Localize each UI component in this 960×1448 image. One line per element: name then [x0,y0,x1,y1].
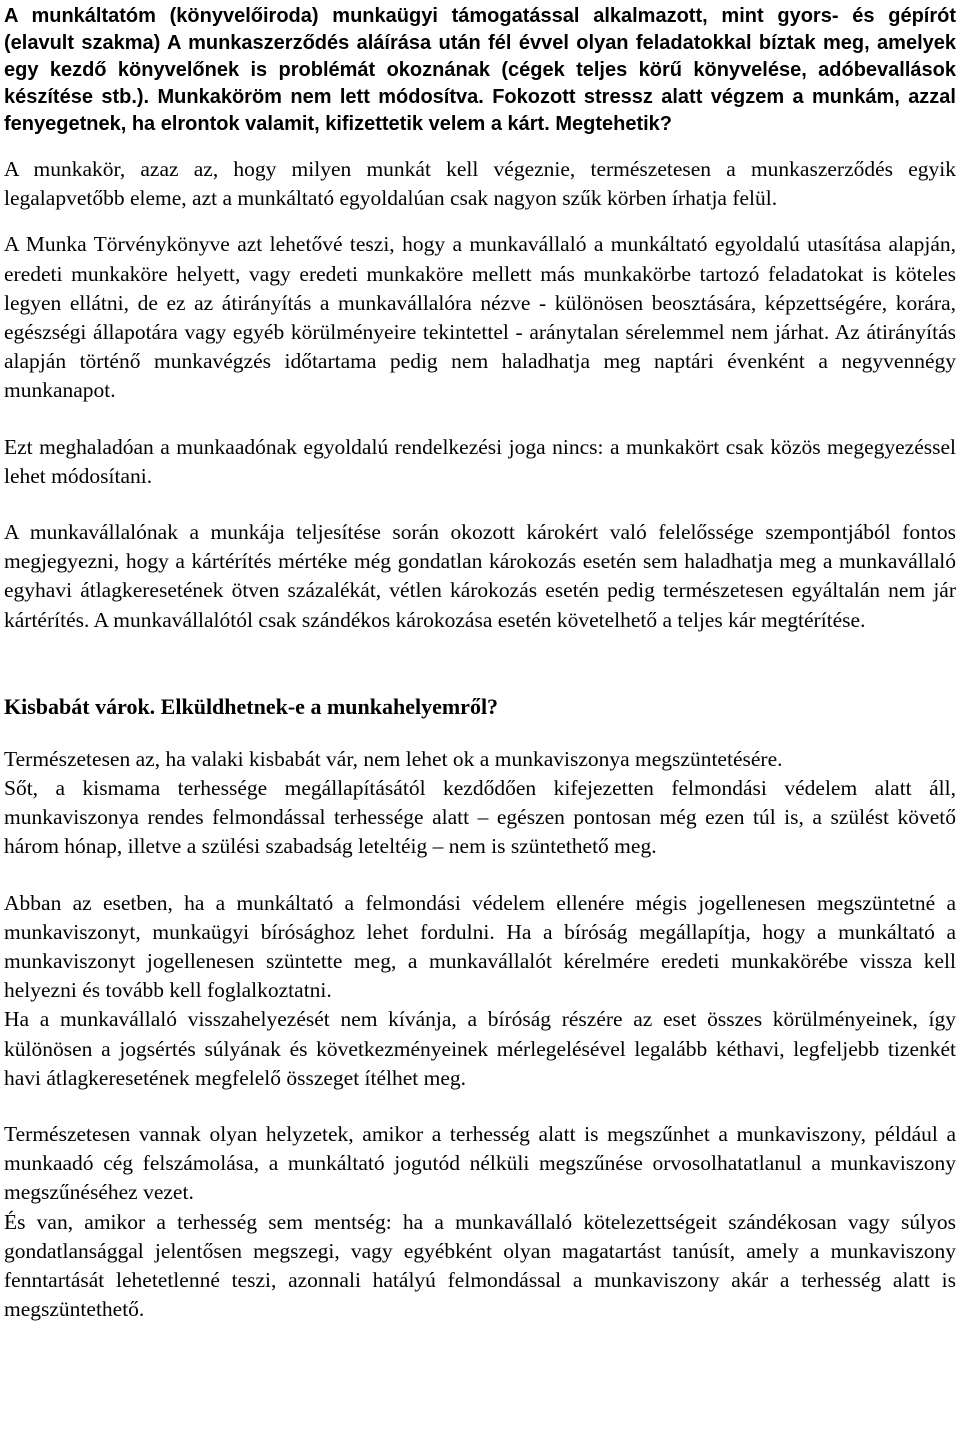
pregnancy-paragraph-intro: Természetesen az, ha valaki kisbabát vár, nem lehet ok a munkaviszonya megszüntetésére. [4,746,783,771]
spacer [4,138,956,155]
spacer [4,1093,956,1120]
spacer [4,406,956,433]
answer-paragraph-labour-code: A Munka Törvénykönyve azt lehetővé teszi, hogy a munkavállaló a munkáltató egyoldalú utasítása alapján, eredeti munkaköre helyett, vagy eredeti munkaköre mellett más munkakörbe tartozó feladatokat is köteles legyen ellátni, de ez az átirányítás a munkavállalóra nézve - különösen beosztására, képzettségére, korára, egészségi állapotára vagy egyéb körülményeire tekintettel - aránytalan sérelemmel nem járhat. Az átirányítás alapján történő munkavégzés időtartama pedig nem haladhatja meg naptári évenként a negyvennégy munkanapot. [4,232,956,403]
pregnancy-paragraph-court: Abban az esetben, ha a munkáltató a felmondási védelem ellenére mégis jogellenesen megszüntetné a munkaviszonyt, munkaügyi bírósághoz lehet fordulni. Ha a bíróság megállapítja, hogy a munkáltató a munkaviszonyt jogellenesen szüntette meg, a munkavállalót kérelmére eredeti munkakörébe vissza kell helyezni és tovább kell foglalkoztatni. [4,890,956,1003]
spacer [4,635,956,692]
pregnancy-paragraph-termination: Természetesen vannak olyan helyzetek, amikor a terhesség alatt is megszűnhet a munkaviszony, például a munkaadó cég felszámolása, a munkáltató jogutód nélküli megszűnése orvosolhatatlanul a munkaviszony megszűnéséhez vezet. [4,1122,956,1205]
spacer [4,862,956,889]
answer-paragraph-workrole: A munkakör, azaz az, hogy milyen munkát kell végeznie, természetesen a munkaszerződés egyik legalapvetőbb eleme, azt a munkáltató egyoldalúan csak nagyon szűk körben írhatja felül. [4,157,956,211]
pregnancy-paragraph-compensation: Ha a munkavállaló visszahelyezését nem kívánja, a bíróság részére az eset összes körülményeinek, így különösen a jogsértés súlyának és következményeinek mérlegelésével legalább kéthavi, legfeljebb tizenkét havi átlagkeresetének megfelelő összeget ítélhet meg. [4,1007,956,1090]
section-heading-pregnancy: Kisbabát várok. Elküldhetnek-e a munkahelyemről? [4,693,499,719]
spacer [4,213,956,230]
question-paragraph: A munkáltatóm (könyvelőiroda) munkaügyi támogatással alkalmazott, mint gyors- és gépírót (elavult szakma) A munkaszerződés aláírása után fél évvel olyan feladatokkal bíztak meg, amelyek egy kezdő könyvelőnek is problémát okoznának (cégek teljes körű könyvelése, adóbevallások készítése stb.). Munkaköröm nem lett módosítva. Fokozott stressz alatt végzem a munkám, azzal fenyegetnek, ha elrontok valamit, kifizettetik velem a kárt. Megtehetik? [4,5,956,135]
spacer [4,491,956,518]
pregnancy-paragraph-exception: És van, amikor a terhesség sem mentség: ha a munkavállaló kötelezettségeit szándékosan vagy súlyos gondatlansággal jelentősen megszegi, vagy egyébként olyan magatartást tanúsít, amely a munkaviszony fenntartását lehetetlenné teszi, azonnali hatályú felmondással a munkaviszony akár a terhesség alatt is megszüntethető. [4,1209,956,1322]
spacer [4,721,956,745]
answer-paragraph-liability: A munkavállalónak a munkája teljesítése során okozott károkért való felelőssége szempontjából fontos megjegyezni, hogy a kártérítés mértéke még gondatlan károkozás esetén sem haladhatja meg a munkavállaló egyhavi átlagkeresetének ötven százalékát, vétlen károkozás esetén pedig természetesen egyáltalán nem jár kártérítés. A munkavállalótól csak szándékos károkozása esetén követelhető a teljes kár megtérítése. [4,520,956,632]
pregnancy-paragraph-protection: Sőt, a kismama terhessége megállapításától kezdődően kifejezetten felmondási védelem alatt áll, munkaviszonya rendes felmondással terhessége alatt – egészen pontosan még ezen túl is, a szülést követő három hónap, illetve a szülési szabadság leteltéig – nem is szüntethető meg. [4,776,956,859]
answer-paragraph-modification: Ezt meghaladóan a munkaadónak egyoldalú rendelkezési joga nincs: a munkakört csak közös megegyezéssel lehet módosítani. [4,434,956,488]
